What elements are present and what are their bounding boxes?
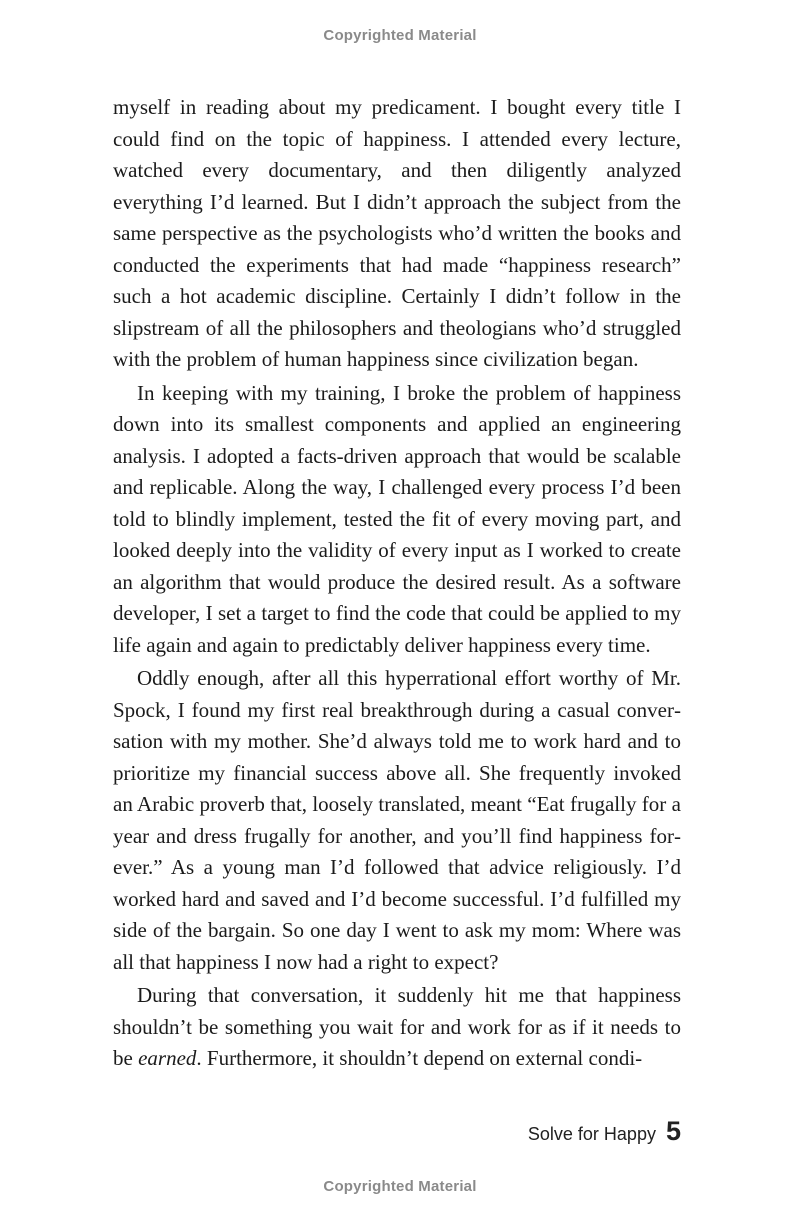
paragraph-2: In keeping with my training, I broke the problem of happiness down into its smallest components and applied an engineering analysis. I adopted a facts-driven approach that would be scalable and replicable. Along the way, I challenged every process I’d been told to blindly implement, tested the fit of every moving part, and looked deeply into the validity of every input as I worked to create an algorithm that would produce the desired result. As a software developer, I set a target to find the code that could be applied to my life again and again to predictably deliver happiness every time. [113,380,681,657]
watermark-bottom: Copyrighted Material [323,1178,477,1195]
paragraph-4 [113,980,681,1075]
paragraph-3: Oddly enough, after all this hyperrational effort worthy of Mr. Spock, I found my first real breakthrough during a casual conversation with my mother. She’d always told me to work hard and to prioritize my financial success above all. She frequently invoked an Arabic proverb that, loosely translated, meant “Eat frugally for a year and dress frugally for another, and you’ll find happiness forever.” As a young man I’d followed that advice religiously. I’d worked hard and saved and I’d become successful. I’d fulfilled my side of the bargain. So one day I went to ask my mom: Where was all that happiness I now had a right to expect? [113,666,681,974]
watermark-top: Copyrighted Material [323,27,477,44]
body-text [113,92,681,1075]
running-footer-title: Solve for Happy [527,1124,656,1144]
paragraph-4-start: During that conversation, it suddenly hit me that happiness shouldn’t be something you wait for and work for as if it needs to be [113,983,681,1070]
paragraph-4-end: . Furthermore, it shouldn’t depend on external condi- [196,1046,643,1070]
page-footer [528,1116,681,1147]
page-number: 5 [665,1116,681,1146]
paragraph-1: myself in reading about my predicament. I bought every title I could find on the topic of happiness. I attended every lecture, watched every documentary, and then diligently analyzed everything I’d learned. But I didn’t approach the subject from the same perspective as the psychologists who’d written the books and conducted the experiments that had made “happiness research” such a hot academic discipline. Certainly I didn’t follow in the slipstream of all the philosophers and theologians who’d struggled with the problem of human happiness since civilization began. [113,95,681,371]
emphasis-earned: earned [138,1046,197,1070]
